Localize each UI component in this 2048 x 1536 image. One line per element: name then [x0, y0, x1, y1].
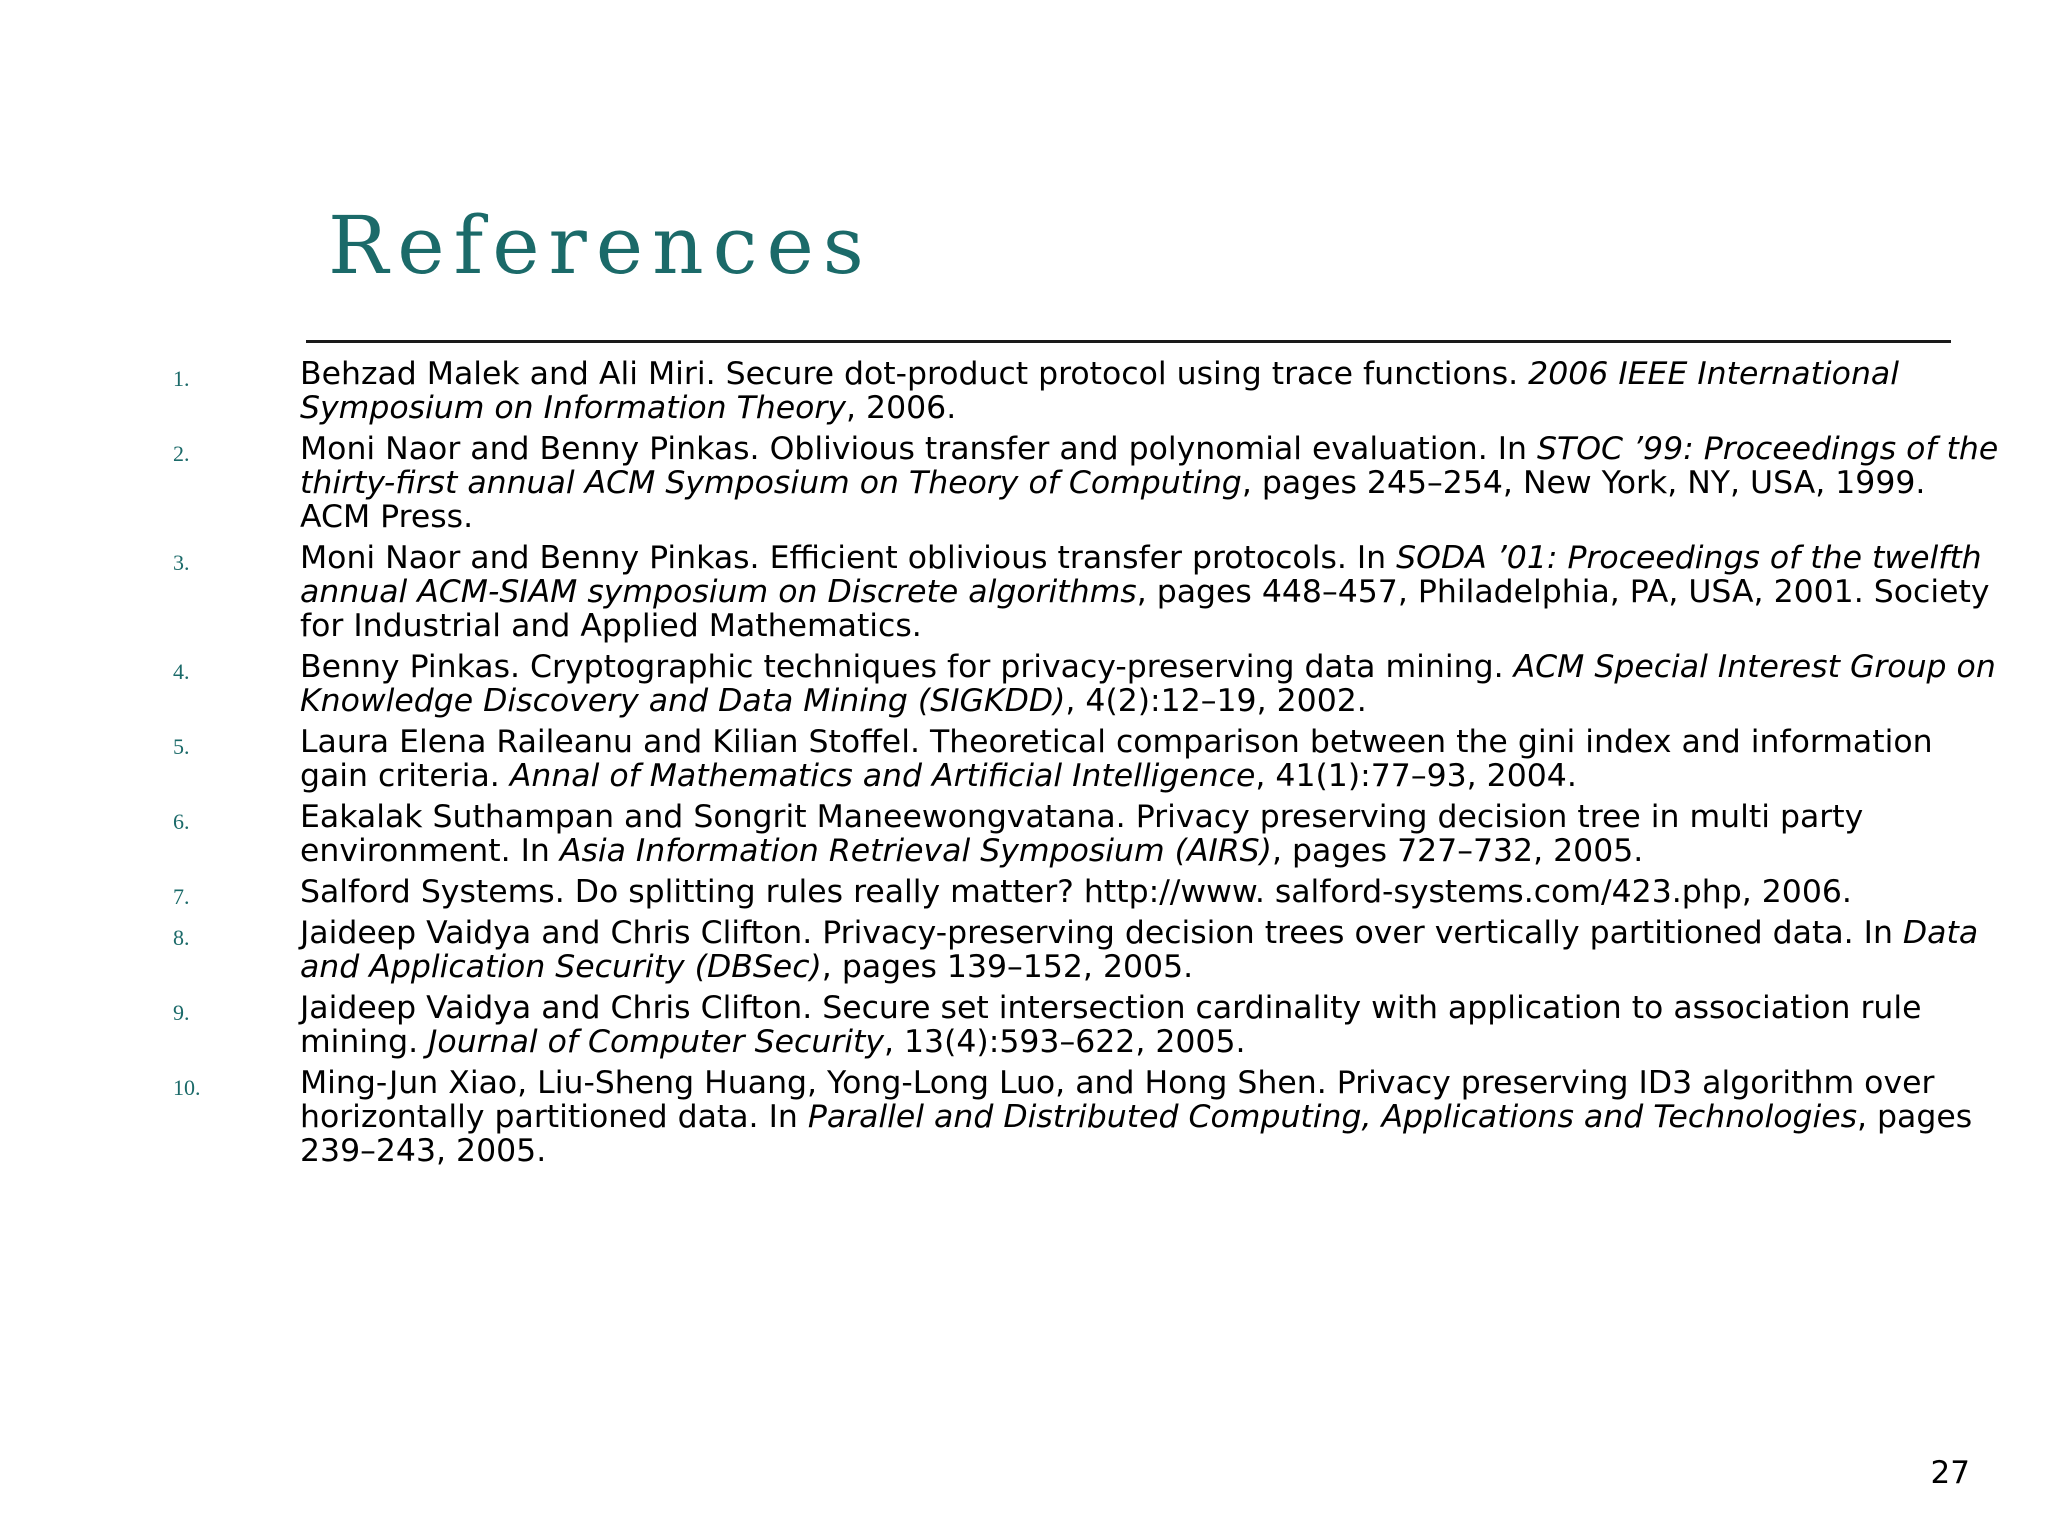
- reference-item: [0, 1066, 2048, 1168]
- reference-number: 3.: [173, 550, 190, 575]
- reference-authors-title: Moni Naor and Benny Pinkas. Efficient oblivious transfer protocols. In: [300, 540, 1397, 576]
- reference-venue: Parallel and Distributed Computing, Applications and Technologies: [807, 1099, 1858, 1135]
- reference-number: 10.: [173, 1075, 201, 1100]
- reference-authors-title: Laura Elena Raileanu and Kilian Stoffel. Theoretical comparison between the gini index and information gain criteria.: [300, 724, 1933, 794]
- reference-authors-title: Jaideep Vaidya and Chris Clifton. Secure set intersection cardinality with application to association rule mining.: [300, 990, 1922, 1060]
- reference-item: [0, 725, 2048, 793]
- reference-text: [300, 800, 2000, 868]
- reference-venue: Asia Information Retrieval Symposium (AIRS): [559, 833, 1272, 869]
- reference-text: [300, 1066, 2000, 1168]
- title-divider: [306, 340, 1951, 343]
- reference-venue: 2006 IEEE International Symposium on Information Theory: [300, 356, 1899, 426]
- reference-number: 8.: [173, 925, 190, 950]
- reference-authors-title: Salford Systems. Do splitting rules really matter? http://www. salford-systems.com/423.php, 2006.: [300, 874, 1852, 910]
- reference-text: [300, 875, 2000, 909]
- reference-authors-title: Ming-Jun Xiao, Liu-Sheng Huang, Yong-Long Luo, and Hong Shen. Privacy preserving ID3 algorithm over horizontally partitioned data. In: [300, 1065, 1935, 1135]
- reference-text: [300, 650, 2000, 718]
- reference-text: [300, 357, 2000, 425]
- reference-text: [300, 541, 2000, 643]
- reference-venue: Journal of Computer Security: [428, 1024, 884, 1060]
- reference-text: [300, 432, 2000, 534]
- reference-item: [0, 357, 2048, 425]
- reference-details: , 41(1):77–93, 2004.: [1255, 758, 1577, 794]
- reference-text: [300, 725, 2000, 793]
- reference-details: , pages 448–457, Philadelphia, PA, USA, 2001. Society for Industrial and Applied Mathematics.: [300, 574, 1990, 644]
- reference-details: , pages 239–243, 2005.: [300, 1099, 1973, 1169]
- reference-details: , 4(2):12–19, 2002.: [1065, 683, 1367, 719]
- reference-number: 1.: [173, 366, 190, 391]
- reference-text: [300, 916, 2000, 984]
- reference-authors-title: Eakalak Suthampan and Songrit Maneewongvatana. Privacy preserving decision tree in multi party environment. In: [300, 799, 1864, 869]
- reference-text: [300, 991, 2000, 1059]
- reference-number: 7.: [173, 884, 190, 909]
- reference-details: , pages 727–732, 2005.: [1271, 833, 1644, 869]
- reference-item: [0, 650, 2048, 718]
- reference-item: [0, 541, 2048, 643]
- reference-details: , 13(4):593–622, 2005.: [883, 1024, 1246, 1060]
- reference-venue: Data and Application Security (DBSec): [300, 915, 1979, 985]
- references-list: [0, 357, 2048, 1175]
- reference-details: , pages 245–254, New York, NY, USA, 1999. ACM Press.: [300, 465, 1926, 535]
- reference-item: [0, 875, 2048, 909]
- reference-number: 9.: [173, 1000, 190, 1025]
- reference-item: [0, 991, 2048, 1059]
- reference-venue: STOC ’99: Proceedings of the thirty-first annual ACM Symposium on Theory of Computing: [300, 431, 1999, 501]
- reference-authors-title: Moni Naor and Benny Pinkas. Oblivious transfer and polynomial evaluation. In: [300, 431, 1537, 467]
- reference-number: 4.: [173, 659, 190, 684]
- reference-venue: SODA ’01: Proceedings of the twelfth annual ACM-SIAM symposium on Discrete algorithms: [300, 540, 1982, 610]
- reference-item: [0, 432, 2048, 534]
- reference-details: , pages 139–152, 2005.: [821, 949, 1194, 985]
- reference-venue: Annal of Mathematics and Artificial Intelligence: [509, 758, 1256, 794]
- page-number: 27: [1930, 1455, 1970, 1491]
- reference-venue: ACM Special Interest Group on Knowledge Discovery and Data Mining (SIGKDD): [300, 649, 1996, 719]
- reference-authors-title: Benny Pinkas. Cryptographic techniques for privacy-preserving data mining.: [300, 649, 1514, 685]
- slide-title: References: [328, 199, 873, 292]
- reference-number: 6.: [173, 809, 190, 834]
- reference-details: , 2006.: [846, 390, 957, 426]
- reference-number: 2.: [173, 441, 190, 466]
- reference-authors-title: Behzad Malek and Ali Miri. Secure dot-product protocol using trace functions.: [300, 356, 1529, 392]
- reference-item: [0, 800, 2048, 868]
- reference-item: [0, 916, 2048, 984]
- reference-authors-title: Jaideep Vaidya and Chris Clifton. Privacy-preserving decision trees over vertically partitioned data. In: [300, 915, 1903, 951]
- reference-number: 5.: [173, 734, 190, 759]
